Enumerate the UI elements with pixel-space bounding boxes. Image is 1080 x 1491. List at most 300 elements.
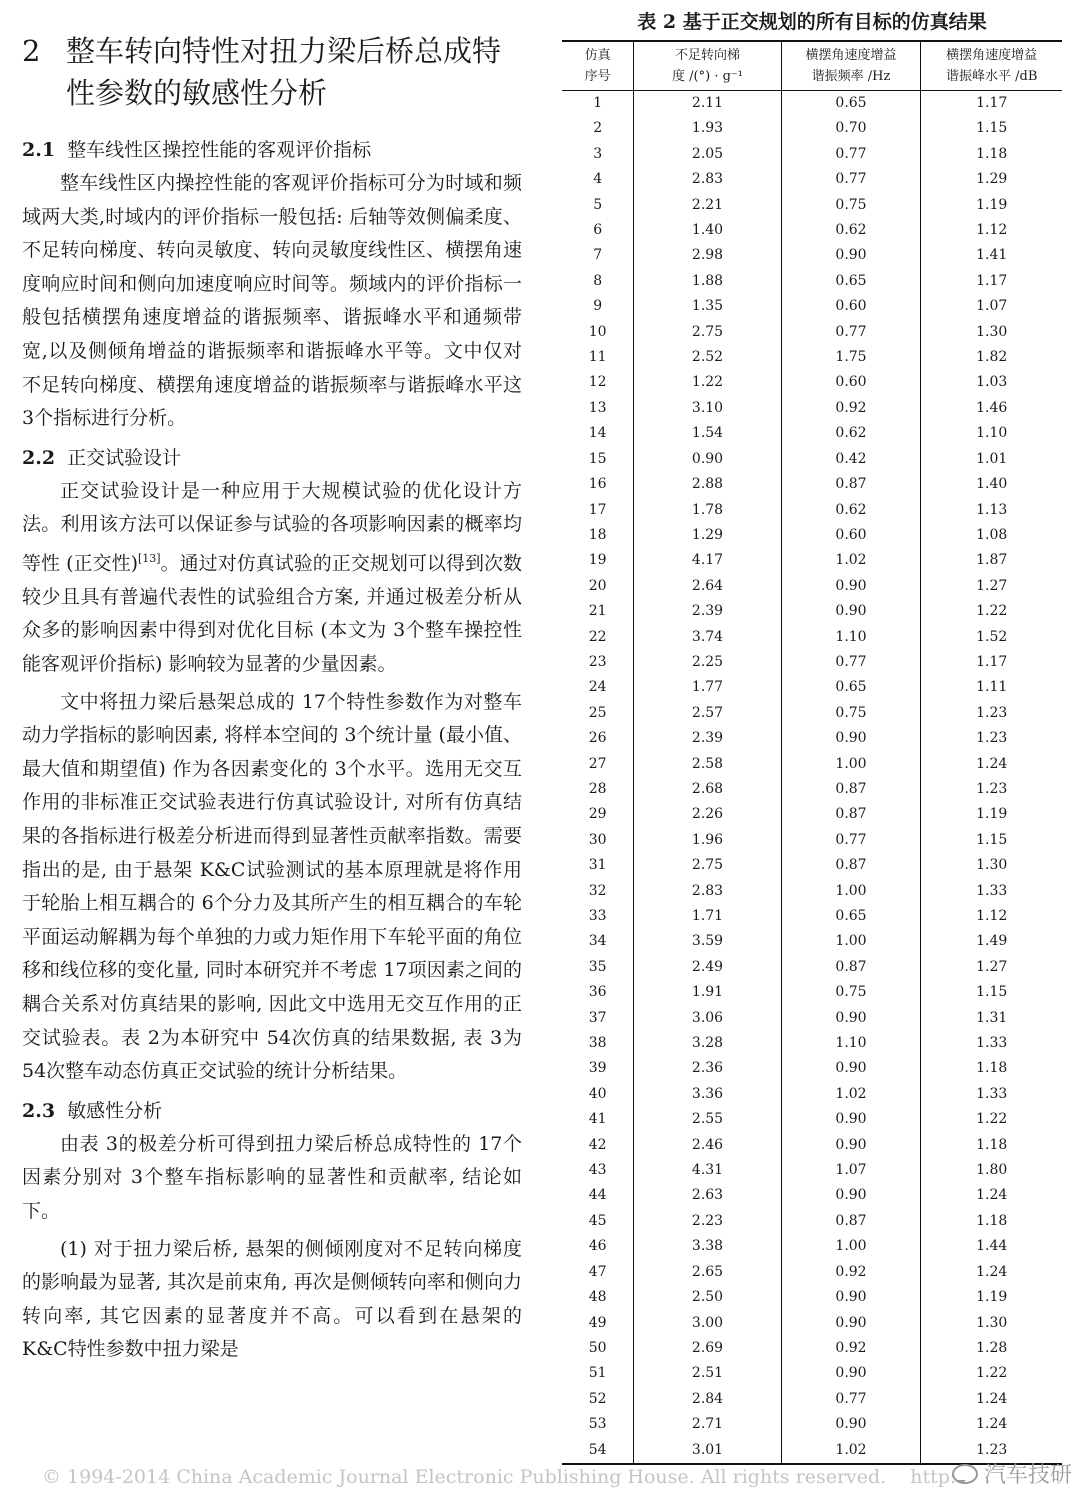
cell-resonance-peak: 1.22 — [921, 1107, 1062, 1132]
cell-understeer-gradient: 2.98 — [634, 243, 781, 268]
cell-understeer-gradient: 3.01 — [634, 1438, 781, 1464]
cell-resonance-frequency: 0.87 — [781, 1209, 921, 1234]
cell-sim-index: 31 — [588, 857, 607, 874]
paragraph-2-3-2: (1) 对于扭力梁后桥, 悬架的侧倾刚度对不足转向梯度的影响最为显著, 其次是前束角, 再次是侧倾转向率和侧向力转向率, 其它因素的显著度并不高。可以看到在悬架的 K&C特性参数中扭力梁是 — [22, 1237, 522, 1361]
cell-sim-index: 33 — [588, 908, 607, 924]
cell-understeer-gradient: 1.22 — [634, 370, 781, 395]
cell-understeer-gradient: 3.10 — [634, 396, 781, 421]
cell-resonance-frequency: 0.60 — [781, 523, 921, 548]
table-row — [562, 1260, 1062, 1285]
cell-sim-index: 14 — [588, 425, 607, 442]
table-row — [562, 548, 1062, 573]
cell-sim-index: 34 — [588, 933, 607, 950]
cell-resonance-peak: 1.22 — [921, 1361, 1062, 1386]
cell-understeer-gradient: 1.35 — [634, 294, 781, 319]
cell-resonance-peak: 1.30 — [921, 853, 1062, 878]
table-row — [562, 1412, 1062, 1437]
cell-resonance-peak: 1.18 — [921, 1056, 1062, 1081]
table-row — [562, 955, 1062, 980]
cell-understeer-gradient: 2.88 — [634, 472, 781, 497]
cell-resonance-frequency: 0.92 — [781, 1336, 921, 1361]
table-row — [562, 396, 1062, 421]
table-row — [562, 243, 1062, 268]
table-row — [562, 879, 1062, 904]
cell-resonance-peak: 1.11 — [921, 675, 1062, 700]
cell-resonance-peak: 1.19 — [921, 1285, 1062, 1310]
cell-understeer-gradient: 3.38 — [634, 1234, 781, 1259]
cell-understeer-gradient: 2.83 — [634, 167, 781, 192]
cell-sim-index: 44 — [588, 1187, 607, 1204]
cell-sim-index: 41 — [588, 1111, 607, 1128]
subsection-title: 敏感性分析 — [67, 1099, 163, 1122]
subsection-heading-2-1 — [22, 134, 522, 167]
cell-resonance-frequency: 1.00 — [781, 929, 921, 954]
cell-resonance-frequency: 0.42 — [781, 447, 921, 472]
cell-understeer-gradient: 4.31 — [634, 1158, 781, 1183]
cell-resonance-peak: 1.23 — [921, 777, 1062, 802]
cell-sim-index: 7 — [593, 247, 603, 264]
cell-resonance-frequency: 0.75 — [781, 193, 921, 218]
cell-understeer-gradient: 2.23 — [634, 1209, 781, 1234]
cell-sim-index: 46 — [588, 1238, 607, 1255]
table-row — [562, 574, 1062, 599]
cell-understeer-gradient: 2.05 — [634, 142, 781, 167]
table-row — [562, 472, 1062, 497]
table-row — [562, 752, 1062, 777]
cell-resonance-frequency: 0.65 — [781, 904, 921, 929]
cell-understeer-gradient: 1.40 — [634, 218, 781, 243]
cell-resonance-frequency: 0.92 — [781, 396, 921, 421]
cell-sim-index: 32 — [588, 882, 607, 899]
cell-resonance-peak: 1.23 — [921, 1438, 1062, 1464]
cell-resonance-frequency: 0.90 — [781, 726, 921, 751]
cell-understeer-gradient: 3.00 — [634, 1311, 781, 1336]
cell-sim-index: 9 — [593, 298, 603, 315]
table-row — [562, 1158, 1062, 1183]
cell-sim-index: 39 — [588, 1060, 607, 1077]
table-row — [562, 1209, 1062, 1234]
cell-resonance-frequency: 0.77 — [781, 1387, 921, 1412]
cell-resonance-frequency: 1.00 — [781, 879, 921, 904]
cell-resonance-peak: 1.15 — [921, 116, 1062, 141]
cell-resonance-peak: 1.49 — [921, 929, 1062, 954]
cell-understeer-gradient: 2.25 — [634, 650, 781, 675]
cell-resonance-peak: 1.15 — [921, 828, 1062, 853]
table-row — [562, 1387, 1062, 1412]
cell-sim-index: 48 — [588, 1289, 607, 1306]
cell-understeer-gradient: 1.78 — [634, 498, 781, 523]
cell-resonance-peak: 1.24 — [921, 1183, 1062, 1208]
cell-sim-index: 22 — [588, 628, 607, 645]
cell-resonance-frequency: 0.90 — [781, 1056, 921, 1081]
cell-resonance-frequency: 1.75 — [781, 345, 921, 370]
cell-resonance-peak: 1.18 — [921, 142, 1062, 167]
cell-resonance-frequency: 1.02 — [781, 1438, 921, 1464]
subsection-number: 2.3 — [22, 1099, 56, 1122]
results-table — [562, 40, 1062, 1465]
cell-resonance-peak: 1.22 — [921, 599, 1062, 624]
table-row — [562, 1336, 1062, 1361]
cell-understeer-gradient: 2.58 — [634, 752, 781, 777]
table-row — [562, 370, 1062, 395]
table-row — [562, 193, 1062, 218]
cell-resonance-peak: 1.07 — [921, 294, 1062, 319]
citation-ref[interactable]: [13] — [138, 551, 161, 565]
cell-resonance-frequency: 0.62 — [781, 421, 921, 446]
cell-sim-index: 36 — [588, 984, 607, 1001]
header-sim-index: 仿真 序号 — [562, 41, 634, 91]
cell-sim-index: 13 — [588, 399, 607, 416]
cell-resonance-frequency: 0.62 — [781, 498, 921, 523]
cell-understeer-gradient: 3.36 — [634, 1082, 781, 1107]
cell-resonance-peak: 1.46 — [921, 396, 1062, 421]
cell-understeer-gradient: 1.88 — [634, 269, 781, 294]
cell-resonance-frequency: 0.90 — [781, 574, 921, 599]
cell-resonance-frequency: 0.75 — [781, 980, 921, 1005]
table-row — [562, 421, 1062, 446]
cell-resonance-peak: 1.27 — [921, 955, 1062, 980]
table-row — [562, 599, 1062, 624]
cell-resonance-frequency: 0.90 — [781, 1311, 921, 1336]
cell-understeer-gradient: 1.77 — [634, 675, 781, 700]
cell-understeer-gradient: 2.11 — [634, 91, 781, 117]
cell-sim-index: 51 — [588, 1365, 607, 1382]
cell-understeer-gradient: 3.74 — [634, 625, 781, 650]
cell-understeer-gradient: 2.75 — [634, 320, 781, 345]
watermark-text: 汽车技研 — [983, 1463, 1072, 1488]
cell-sim-index: 43 — [588, 1162, 607, 1179]
cell-sim-index: 20 — [588, 577, 607, 594]
table-caption: 表 2 基于正交规划的所有目标的仿真结果 — [637, 11, 987, 33]
cell-resonance-frequency: 0.87 — [781, 777, 921, 802]
cell-understeer-gradient: 1.29 — [634, 523, 781, 548]
cell-understeer-gradient: 0.90 — [634, 447, 781, 472]
cell-understeer-gradient: 2.39 — [634, 599, 781, 624]
table-row — [562, 828, 1062, 853]
cell-resonance-peak: 1.12 — [921, 904, 1062, 929]
table-row — [562, 980, 1062, 1005]
cell-resonance-peak: 1.82 — [921, 345, 1062, 370]
table-row — [562, 904, 1062, 929]
cell-resonance-frequency: 0.90 — [781, 243, 921, 268]
cell-resonance-frequency: 0.65 — [781, 91, 921, 117]
cell-resonance-peak: 1.19 — [921, 802, 1062, 827]
cell-understeer-gradient: 2.75 — [634, 853, 781, 878]
cell-sim-index: 27 — [588, 755, 607, 772]
paragraph-2-1: 整车线性区内操控性能的客观评价指标可分为时域和频域两大类,时域内的评价指标一般包括: 后轴等效侧偏柔度、不足转向梯度、转向灵敏度、转向灵敏度线性区、横摆角速度响应时间和侧向加速度响应时间等。频域内的评价指标一般包括横摆角速度增益的谐振频率、谐振峰水平和通频带宽,以及侧倾角增益的谐振频率和谐振峰水平等。文中仅对不足转向梯度、横摆角速度增益的谐振频率与谐振峰水平这 3个指标进行分析。 — [22, 172, 522, 430]
cell-resonance-frequency: 0.65 — [781, 675, 921, 700]
cell-sim-index: 30 — [588, 831, 607, 848]
table-header-row — [562, 41, 1062, 91]
cell-understeer-gradient: 2.26 — [634, 802, 781, 827]
paragraph-text: 正交试验设计是一种应用于大规模试验的优化设计方法。利用该方法可以保证参与试验的各项影响因素的概率均等性 (正交性) — [22, 479, 522, 575]
cell-resonance-frequency: 0.77 — [781, 167, 921, 192]
chat-bubble-icon — [952, 1464, 978, 1484]
cell-understeer-gradient: 2.39 — [634, 726, 781, 751]
cell-resonance-peak: 1.15 — [921, 980, 1062, 1005]
table-row — [562, 167, 1062, 192]
cell-resonance-frequency: 1.07 — [781, 1158, 921, 1183]
cell-resonance-peak: 1.24 — [921, 1260, 1062, 1285]
table-row — [562, 142, 1062, 167]
cell-resonance-frequency: 0.75 — [781, 701, 921, 726]
subsection-number: 2.2 — [22, 446, 56, 469]
subsection-title: 正交试验设计 — [67, 446, 182, 469]
cell-resonance-peak: 1.30 — [921, 1311, 1062, 1336]
subsection-heading-2-3 — [22, 1095, 522, 1128]
header-resonance-peak: 横摆角速度增益 谐振峰水平 /dB — [921, 41, 1062, 91]
cell-sim-index: 35 — [588, 958, 607, 975]
cell-understeer-gradient: 1.91 — [634, 980, 781, 1005]
table-row — [562, 675, 1062, 700]
cell-resonance-frequency: 1.00 — [781, 752, 921, 777]
cell-understeer-gradient: 2.64 — [634, 574, 781, 599]
subsection-heading-2-2 — [22, 442, 522, 475]
cell-understeer-gradient: 2.83 — [634, 879, 781, 904]
cell-resonance-peak: 1.30 — [921, 320, 1062, 345]
cell-sim-index: 4 — [593, 171, 603, 188]
cell-sim-index: 42 — [588, 1136, 607, 1153]
cell-resonance-frequency: 0.60 — [781, 370, 921, 395]
cell-understeer-gradient: 2.55 — [634, 1107, 781, 1132]
cell-resonance-frequency: 0.77 — [781, 828, 921, 853]
cell-understeer-gradient: 2.68 — [634, 777, 781, 802]
cell-resonance-frequency: 1.00 — [781, 1234, 921, 1259]
paragraph-2-2-2: 文中将扭力梁后悬架总成的 17个特性参数作为对整车动力学指标的影响因素, 将样本空间的 3个统计量 (最小值、最大值和期望值) 作为各因素变化的 3个水平。选用无交互作用的非标准正交试验表进行仿真试验设计, 对所有仿真结果的各指标进行极差分析进而得到显著性贡献率指数。需要指出的是, 由于悬架 K&C试验测试的基本原理就是将作用于轮胎上相互耦合的 6个分力及其所产生的相互耦合的车轮平面运动解耦为每个单独的力或力矩作用下车轮平面的角位移和线位移的变化量, 同时本研究并不考虑 17项因素之间的耦合关系对仿真结果的影响, 因此文中选用无交互作用的正交试验表。表 2为本研究中 54次仿真的结果数据, 表 3为 54次整车动态仿真正交试验的统计分析结果。 — [22, 690, 522, 1083]
cell-sim-index: 2 — [593, 120, 603, 137]
table-row — [562, 498, 1062, 523]
section-title: 整车转向特性对扭力梁后桥总成特性参数的敏感性分析 — [66, 34, 502, 110]
table-row — [562, 1311, 1062, 1336]
cell-understeer-gradient: 2.50 — [634, 1285, 781, 1310]
cell-understeer-gradient: 2.49 — [634, 955, 781, 980]
cell-resonance-frequency: 0.87 — [781, 955, 921, 980]
cell-resonance-frequency: 0.62 — [781, 218, 921, 243]
cell-resonance-peak: 1.31 — [921, 1006, 1062, 1031]
paragraph-2-2-1 — [22, 475, 522, 682]
cell-resonance-frequency: 0.90 — [781, 1107, 921, 1132]
table-row — [562, 1285, 1062, 1310]
cell-sim-index: 17 — [588, 501, 607, 518]
cell-resonance-frequency: 0.90 — [781, 1361, 921, 1386]
cell-resonance-peak: 1.40 — [921, 472, 1062, 497]
cell-understeer-gradient: 1.93 — [634, 116, 781, 141]
table-row — [562, 853, 1062, 878]
cell-resonance-peak: 1.24 — [921, 752, 1062, 777]
cell-sim-index: 23 — [588, 653, 607, 670]
url-fragment: http: — [910, 1466, 957, 1488]
cell-resonance-peak: 1.01 — [921, 447, 1062, 472]
cell-sim-index: 16 — [588, 476, 607, 493]
copyright-text: © 1994-2014 China Academic Journal Electronic Publishing House. All rights reserved. — [42, 1466, 887, 1488]
cell-resonance-frequency: 0.77 — [781, 650, 921, 675]
cell-resonance-frequency: 0.90 — [781, 1183, 921, 1208]
cell-resonance-peak: 1.27 — [921, 574, 1062, 599]
cell-resonance-frequency: 0.87 — [781, 472, 921, 497]
cell-resonance-peak: 1.19 — [921, 193, 1062, 218]
cell-resonance-frequency: 0.87 — [781, 853, 921, 878]
cell-sim-index: 19 — [588, 552, 607, 569]
table-row — [562, 523, 1062, 548]
table-row — [562, 802, 1062, 827]
cell-resonance-peak: 1.13 — [921, 498, 1062, 523]
table-row — [562, 1031, 1062, 1056]
cell-understeer-gradient: 2.46 — [634, 1133, 781, 1158]
cell-resonance-peak: 1.12 — [921, 218, 1062, 243]
cell-understeer-gradient: 2.63 — [634, 1183, 781, 1208]
watermark — [952, 1458, 1072, 1489]
cell-understeer-gradient: 3.06 — [634, 1006, 781, 1031]
cell-resonance-peak: 1.23 — [921, 701, 1062, 726]
cell-resonance-peak: 1.24 — [921, 1412, 1062, 1437]
cell-resonance-frequency: 1.10 — [781, 625, 921, 650]
table-row — [562, 1183, 1062, 1208]
cell-sim-index: 18 — [588, 526, 607, 543]
cell-understeer-gradient: 2.51 — [634, 1361, 781, 1386]
cell-understeer-gradient: 2.69 — [634, 1336, 781, 1361]
cell-sim-index: 37 — [588, 1009, 607, 1026]
table-row — [562, 1107, 1062, 1132]
cell-understeer-gradient: 2.36 — [634, 1056, 781, 1081]
copyright-footer — [42, 1466, 1080, 1488]
cell-understeer-gradient: 1.54 — [634, 421, 781, 446]
subsection-number: 2.1 — [22, 139, 56, 161]
cell-resonance-peak: 1.24 — [921, 1387, 1062, 1412]
cell-sim-index: 50 — [588, 1339, 607, 1356]
table-row — [562, 218, 1062, 243]
cell-sim-index: 21 — [588, 603, 607, 620]
cell-understeer-gradient: 2.71 — [634, 1412, 781, 1437]
table-row — [562, 1006, 1062, 1031]
cell-resonance-peak: 1.23 — [921, 726, 1062, 751]
cell-resonance-frequency: 1.10 — [781, 1031, 921, 1056]
cell-sim-index: 40 — [588, 1085, 607, 1102]
table-row — [562, 726, 1062, 751]
cell-resonance-peak: 1.17 — [921, 91, 1062, 117]
cell-resonance-peak: 1.18 — [921, 1133, 1062, 1158]
cell-resonance-frequency: 0.77 — [781, 320, 921, 345]
cell-sim-index: 5 — [593, 196, 603, 213]
cell-understeer-gradient: 2.52 — [634, 345, 781, 370]
cell-understeer-gradient: 3.28 — [634, 1031, 781, 1056]
cell-sim-index: 54 — [562, 1438, 634, 1464]
section-heading — [22, 30, 522, 114]
cell-resonance-peak: 1.28 — [921, 1336, 1062, 1361]
cell-resonance-peak: 1.33 — [921, 879, 1062, 904]
cell-sim-index: 1 — [593, 95, 603, 111]
cell-resonance-peak: 1.52 — [921, 625, 1062, 650]
cell-resonance-frequency: 1.02 — [781, 548, 921, 573]
table-row — [562, 929, 1062, 954]
cell-resonance-peak: 1.41 — [921, 243, 1062, 268]
cell-resonance-frequency: 0.87 — [781, 802, 921, 827]
cell-resonance-frequency: 0.90 — [781, 1006, 921, 1031]
cell-sim-index: 26 — [588, 730, 607, 747]
cell-sim-index: 25 — [588, 704, 607, 721]
table-row — [562, 116, 1062, 141]
table-row — [562, 294, 1062, 319]
cell-resonance-peak: 1.03 — [921, 370, 1062, 395]
cell-sim-index: 12 — [588, 374, 607, 391]
table-row — [562, 91, 1062, 117]
cell-sim-index: 28 — [588, 780, 607, 797]
table-row — [562, 1234, 1062, 1259]
table-row — [562, 777, 1062, 802]
cell-resonance-peak: 1.44 — [921, 1234, 1062, 1259]
paragraph-text: 。通过对仿真试验的正交规划可以得到次数较少且具有普遍代表性的试验组合方案, 并通过极差分析从众多的影响因素中得到对优化目标 (本文为 3个整车操控性能客观评价指标) 影响较为显著的少量因素。 — [22, 552, 522, 676]
cell-sim-index: 15 — [588, 450, 607, 467]
table-body — [562, 91, 1062, 1464]
cell-sim-index: 52 — [588, 1390, 607, 1407]
table-row — [562, 345, 1062, 370]
cell-resonance-frequency: 0.60 — [781, 294, 921, 319]
cell-resonance-frequency: 0.90 — [781, 1285, 921, 1310]
cell-understeer-gradient: 1.71 — [634, 904, 781, 929]
cell-understeer-gradient: 4.17 — [634, 548, 781, 573]
cell-sim-index: 38 — [588, 1035, 607, 1052]
table-row — [562, 320, 1062, 345]
cell-sim-index: 53 — [588, 1416, 607, 1433]
table-row — [562, 1133, 1062, 1158]
header-resonance-frequency: 横摆角速度增益 谐振频率 /Hz — [781, 41, 921, 91]
cell-sim-index: 49 — [588, 1314, 607, 1331]
cell-resonance-peak: 1.17 — [921, 650, 1062, 675]
right-column — [562, 8, 1062, 1465]
cell-resonance-peak: 1.17 — [921, 269, 1062, 294]
cell-resonance-peak: 1.33 — [921, 1082, 1062, 1107]
cell-resonance-peak: 1.08 — [921, 523, 1062, 548]
header-understeer-gradient: 不足转向梯 度 /(°) · g⁻¹ — [634, 41, 781, 91]
cell-understeer-gradient: 2.84 — [634, 1387, 781, 1412]
table-row — [562, 701, 1062, 726]
cell-resonance-frequency: 0.77 — [781, 142, 921, 167]
table-row — [562, 1361, 1062, 1386]
cell-resonance-frequency: 0.92 — [781, 1260, 921, 1285]
cell-sim-index: 45 — [588, 1212, 607, 1229]
cell-resonance-frequency: 0.90 — [781, 1412, 921, 1437]
cell-understeer-gradient: 3.59 — [634, 929, 781, 954]
section-number: 2 — [22, 34, 41, 68]
cell-resonance-peak: 1.80 — [921, 1158, 1062, 1183]
table-row — [562, 269, 1062, 294]
cell-sim-index: 24 — [588, 679, 607, 696]
cell-understeer-gradient: 2.65 — [634, 1260, 781, 1285]
cell-sim-index: 29 — [588, 806, 607, 823]
cell-resonance-peak: 1.10 — [921, 421, 1062, 446]
cell-sim-index: 8 — [593, 272, 603, 289]
cell-sim-index: 10 — [588, 323, 607, 340]
cell-resonance-frequency: 0.70 — [781, 116, 921, 141]
cell-resonance-frequency: 1.02 — [781, 1082, 921, 1107]
cell-understeer-gradient: 2.57 — [634, 701, 781, 726]
table-row — [562, 625, 1062, 650]
cell-resonance-frequency: 0.65 — [781, 269, 921, 294]
table-row — [562, 650, 1062, 675]
cell-sim-index: 11 — [588, 349, 607, 366]
table-row — [562, 1056, 1062, 1081]
cell-resonance-peak: 1.87 — [921, 548, 1062, 573]
cell-sim-index: 3 — [593, 145, 603, 162]
cell-understeer-gradient: 2.21 — [634, 193, 781, 218]
paragraph-2-3-1: 由表 3的极差分析可得到扭力梁后桥总成特性的 17个因素分别对 3个整车指标影响的显著性和贡献率, 结论如下。 — [22, 1132, 522, 1222]
cell-resonance-peak: 1.18 — [921, 1209, 1062, 1234]
cell-resonance-frequency: 0.90 — [781, 1133, 921, 1158]
table-row — [562, 447, 1062, 472]
cell-resonance-peak: 1.29 — [921, 167, 1062, 192]
cell-understeer-gradient: 1.96 — [634, 828, 781, 853]
subsection-title: 整车线性区操控性能的客观评价指标 — [67, 139, 372, 161]
left-column — [22, 30, 522, 1367]
